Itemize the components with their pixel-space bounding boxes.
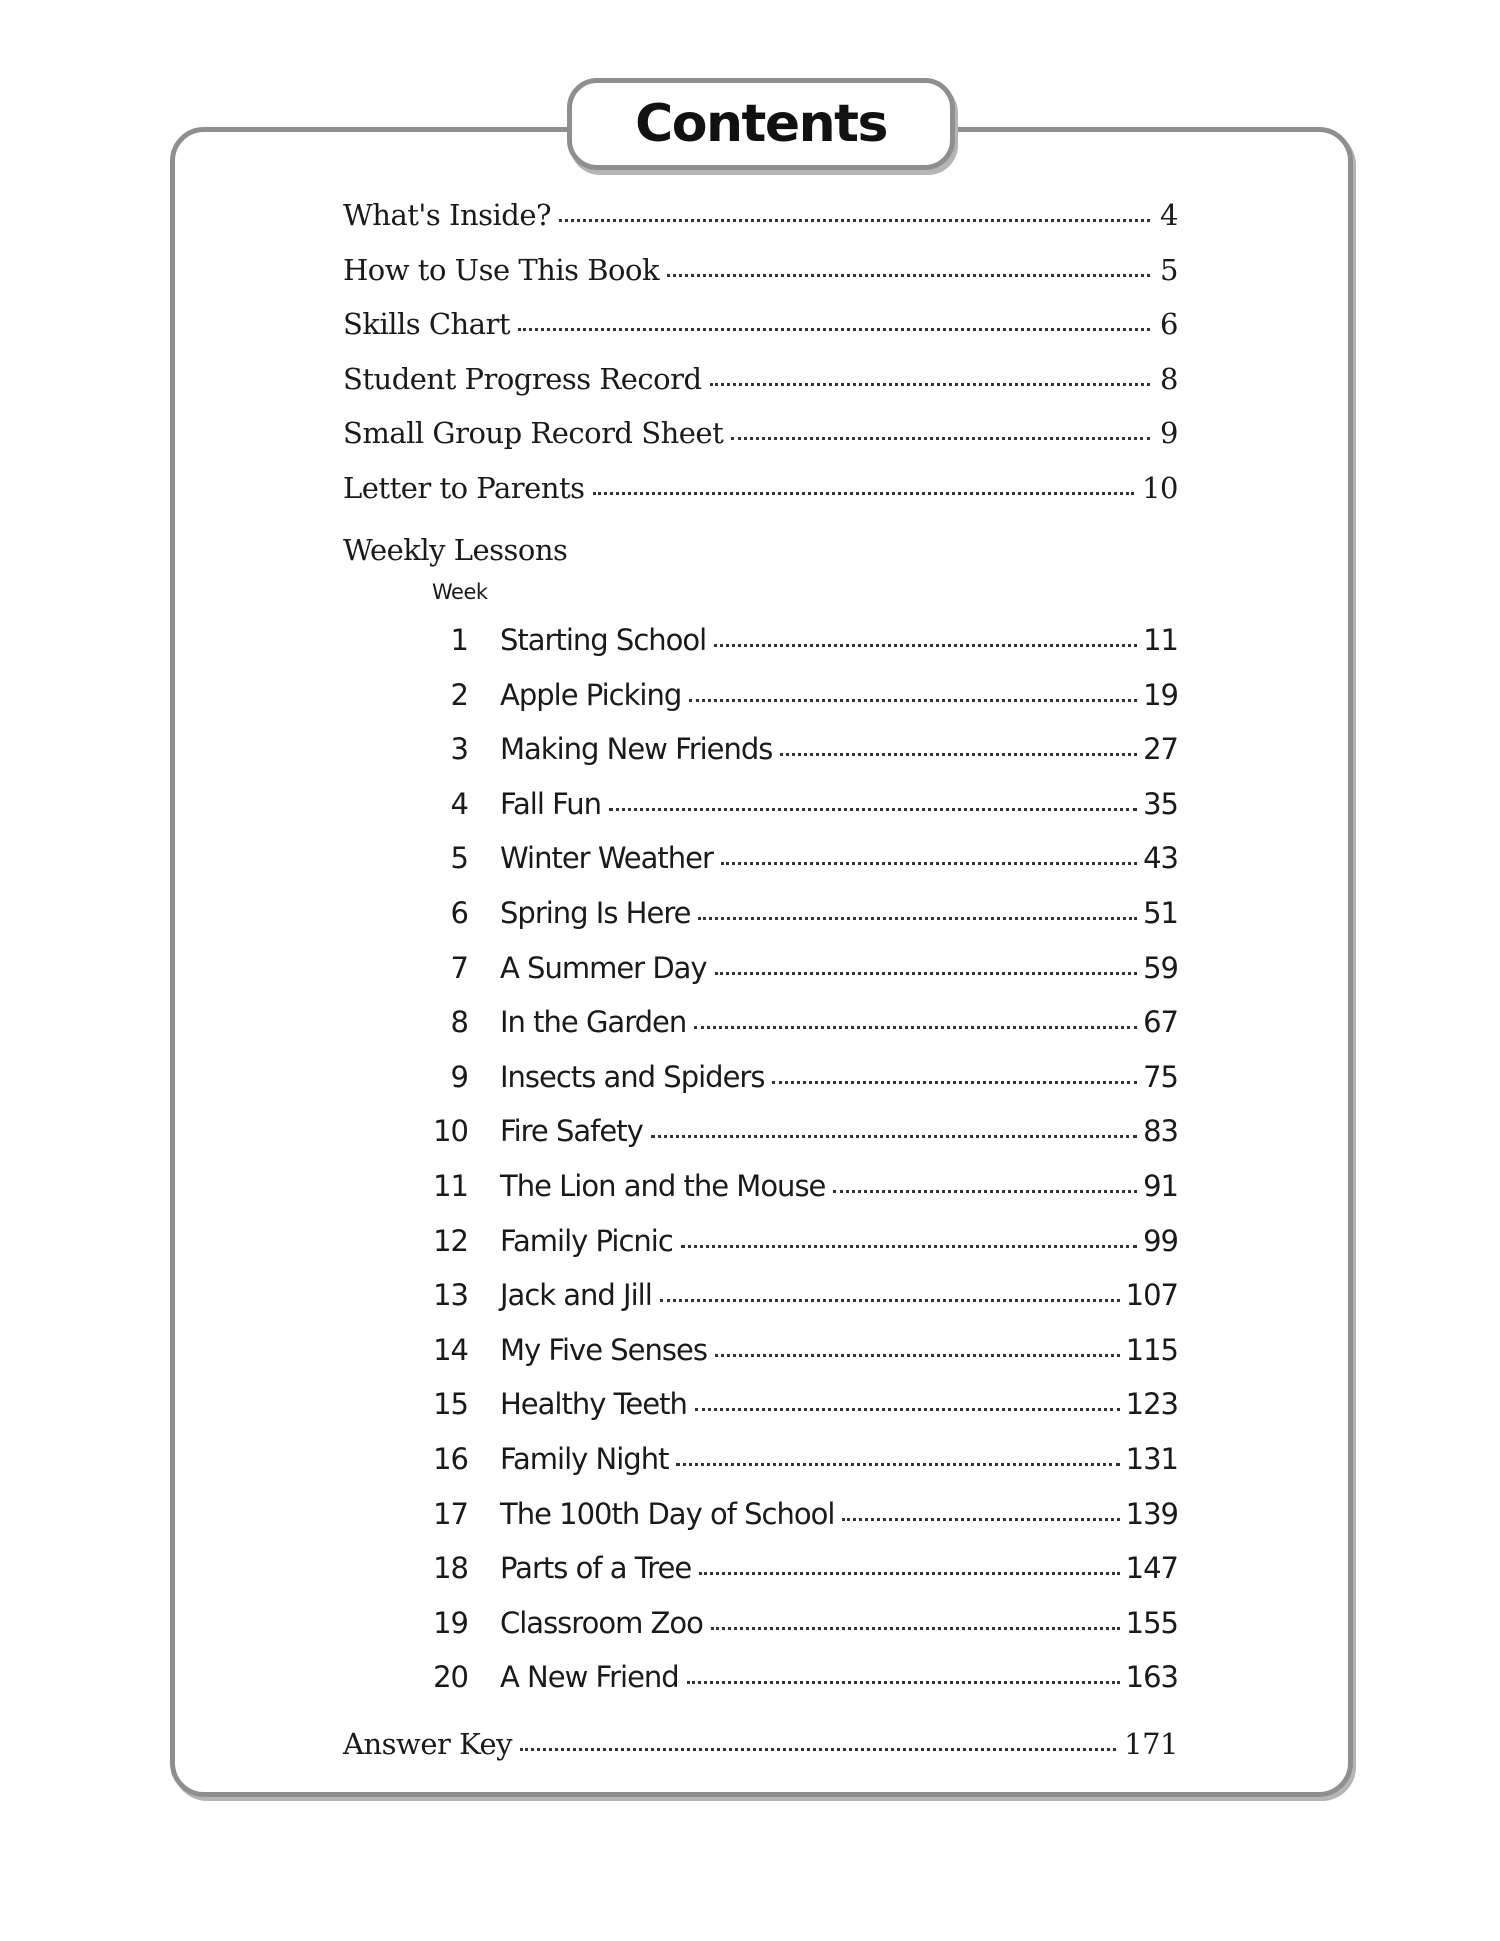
dot-leader xyxy=(695,1408,1120,1411)
week-number: 13 xyxy=(433,1278,468,1312)
lesson-entry[interactable] xyxy=(430,777,1178,821)
lesson-title: Starting School xyxy=(500,623,707,657)
entry-label: Small Group Record Sheet xyxy=(343,416,724,450)
dot-leader xyxy=(676,1463,1119,1466)
dot-leader xyxy=(833,1190,1137,1193)
lesson-entry[interactable] xyxy=(430,831,1178,875)
dot-leader xyxy=(660,1299,1120,1302)
lesson-title: Fall Fun xyxy=(500,787,601,821)
dot-leader xyxy=(731,437,1150,440)
lesson-title: The 100th Day of School xyxy=(500,1497,835,1531)
toc-entry[interactable] xyxy=(343,297,1178,341)
lesson-title: Making New Friends xyxy=(500,732,773,766)
dot-leader xyxy=(651,1135,1137,1138)
dot-leader xyxy=(593,492,1135,495)
dot-leader xyxy=(721,862,1137,865)
toc-entry[interactable] xyxy=(343,461,1178,505)
lesson-entry[interactable] xyxy=(430,1432,1178,1476)
lesson-title: In the Garden xyxy=(500,1005,687,1039)
lesson-page: 123 xyxy=(1125,1387,1178,1421)
entry-label: Letter to Parents xyxy=(343,471,585,505)
lesson-entry[interactable] xyxy=(430,1050,1178,1094)
lesson-title: Fire Safety xyxy=(500,1114,643,1148)
dot-leader xyxy=(609,808,1137,811)
week-number: 17 xyxy=(433,1497,468,1531)
lesson-entry[interactable] xyxy=(430,1323,1178,1367)
title-banner xyxy=(567,78,955,170)
lesson-title: A New Friend xyxy=(500,1660,679,1694)
week-number: 18 xyxy=(433,1551,468,1585)
dot-leader xyxy=(714,644,1137,647)
lesson-entry[interactable] xyxy=(430,1596,1178,1640)
lesson-page: 99 xyxy=(1143,1224,1178,1258)
lesson-entry[interactable] xyxy=(430,1104,1178,1148)
lesson-title: The Lion and the Mouse xyxy=(500,1169,826,1203)
lesson-page: 19 xyxy=(1143,678,1178,712)
lesson-entry[interactable] xyxy=(430,1268,1178,1312)
lesson-page: 35 xyxy=(1143,787,1178,821)
entry-label: Skills Chart xyxy=(343,307,511,341)
lesson-entry[interactable] xyxy=(430,995,1178,1039)
lesson-title: Family Picnic xyxy=(500,1224,673,1258)
lesson-title: A Summer Day xyxy=(500,951,707,985)
lesson-title: Spring Is Here xyxy=(500,896,691,930)
entry-label: What's Inside? xyxy=(343,198,552,232)
entry-page: 6 xyxy=(1160,307,1178,341)
week-number: 5 xyxy=(450,841,468,875)
lesson-entry[interactable] xyxy=(430,1159,1178,1203)
entry-page: 4 xyxy=(1160,198,1178,232)
dot-leader xyxy=(711,1627,1120,1630)
dot-leader xyxy=(715,1354,1120,1357)
lesson-page: 147 xyxy=(1125,1551,1178,1585)
lesson-entry[interactable] xyxy=(430,1214,1178,1258)
lesson-title: My Five Senses xyxy=(500,1333,707,1367)
entry-label: How to Use This Book xyxy=(343,253,660,287)
week-number: 20 xyxy=(433,1660,468,1694)
lesson-page: 107 xyxy=(1125,1278,1178,1312)
toc-entry[interactable] xyxy=(343,352,1178,396)
lesson-entry[interactable] xyxy=(430,941,1178,985)
lesson-title: Jack and Jill xyxy=(500,1278,652,1312)
lesson-page: 67 xyxy=(1143,1005,1178,1039)
dot-leader xyxy=(842,1518,1119,1521)
lesson-entry[interactable] xyxy=(430,613,1178,657)
entry-label: Student Progress Record xyxy=(343,362,702,396)
lesson-page: 27 xyxy=(1143,732,1178,766)
lesson-page: 91 xyxy=(1143,1169,1178,1203)
entry-page: 171 xyxy=(1124,1727,1178,1761)
lesson-title: Winter Weather xyxy=(500,841,713,875)
dot-leader xyxy=(520,1748,1116,1751)
dot-leader xyxy=(559,219,1150,222)
week-number: 4 xyxy=(450,787,468,821)
dot-leader xyxy=(698,917,1137,920)
dot-leader xyxy=(699,1572,1119,1575)
lesson-entry[interactable] xyxy=(430,722,1178,766)
toc-entry[interactable] xyxy=(343,243,1178,287)
dot-leader xyxy=(689,699,1137,702)
lesson-page: 51 xyxy=(1143,896,1178,930)
dot-leader xyxy=(518,328,1150,331)
dot-leader xyxy=(780,753,1137,756)
entry-page: 9 xyxy=(1160,416,1178,450)
week-number: 6 xyxy=(450,896,468,930)
lesson-page: 59 xyxy=(1143,951,1178,985)
entry-page: 10 xyxy=(1142,471,1178,505)
week-number: 10 xyxy=(433,1114,468,1148)
lesson-entry[interactable] xyxy=(430,1377,1178,1421)
lesson-page: 83 xyxy=(1143,1114,1178,1148)
lesson-page: 43 xyxy=(1143,841,1178,875)
week-number: 19 xyxy=(433,1606,468,1640)
lesson-page: 131 xyxy=(1125,1442,1178,1476)
lesson-title: Family Night xyxy=(500,1442,669,1476)
entry-page: 5 xyxy=(1160,253,1178,287)
dot-leader xyxy=(687,1681,1120,1684)
week-number: 3 xyxy=(450,732,468,766)
lesson-page: 155 xyxy=(1125,1606,1178,1640)
lesson-entry[interactable] xyxy=(430,1487,1178,1531)
lesson-entry[interactable] xyxy=(430,1650,1178,1694)
lesson-entry[interactable] xyxy=(430,668,1178,712)
lesson-title: Parts of a Tree xyxy=(500,1551,692,1585)
week-number: 8 xyxy=(450,1005,468,1039)
week-number: 2 xyxy=(450,678,468,712)
lesson-title: Healthy Teeth xyxy=(500,1387,687,1421)
dot-leader xyxy=(681,1245,1137,1248)
week-number: 7 xyxy=(450,951,468,985)
lesson-page: 75 xyxy=(1143,1060,1178,1094)
lesson-entry[interactable] xyxy=(430,886,1178,930)
lesson-title: Classroom Zoo xyxy=(500,1606,703,1640)
week-number: 12 xyxy=(433,1224,468,1258)
entry-label: Answer Key xyxy=(343,1727,512,1761)
toc-entry[interactable] xyxy=(343,1717,1178,1761)
week-number: 11 xyxy=(433,1169,468,1203)
lesson-page: 139 xyxy=(1125,1497,1178,1531)
toc-entry[interactable] xyxy=(343,406,1178,450)
section-heading: Weekly Lessons xyxy=(343,533,568,567)
week-number: 15 xyxy=(433,1387,468,1421)
lesson-title: Insects and Spiders xyxy=(500,1060,765,1094)
lesson-page: 115 xyxy=(1125,1333,1178,1367)
dot-leader xyxy=(715,972,1138,975)
week-number: 9 xyxy=(450,1060,468,1094)
week-column-label: Week xyxy=(432,580,488,604)
lesson-title: Apple Picking xyxy=(500,678,682,712)
dot-leader xyxy=(667,274,1150,277)
lesson-entry[interactable] xyxy=(430,1541,1178,1585)
entry-page: 8 xyxy=(1160,362,1178,396)
week-number: 14 xyxy=(433,1333,468,1367)
lesson-page: 163 xyxy=(1125,1660,1178,1694)
dot-leader xyxy=(710,383,1150,386)
toc-entry[interactable] xyxy=(343,188,1178,232)
week-number: 16 xyxy=(433,1442,468,1476)
lesson-page: 11 xyxy=(1143,623,1178,657)
page-title: Contents xyxy=(635,94,887,154)
dot-leader xyxy=(694,1026,1137,1029)
week-number: 1 xyxy=(450,623,468,657)
dot-leader xyxy=(772,1081,1137,1084)
